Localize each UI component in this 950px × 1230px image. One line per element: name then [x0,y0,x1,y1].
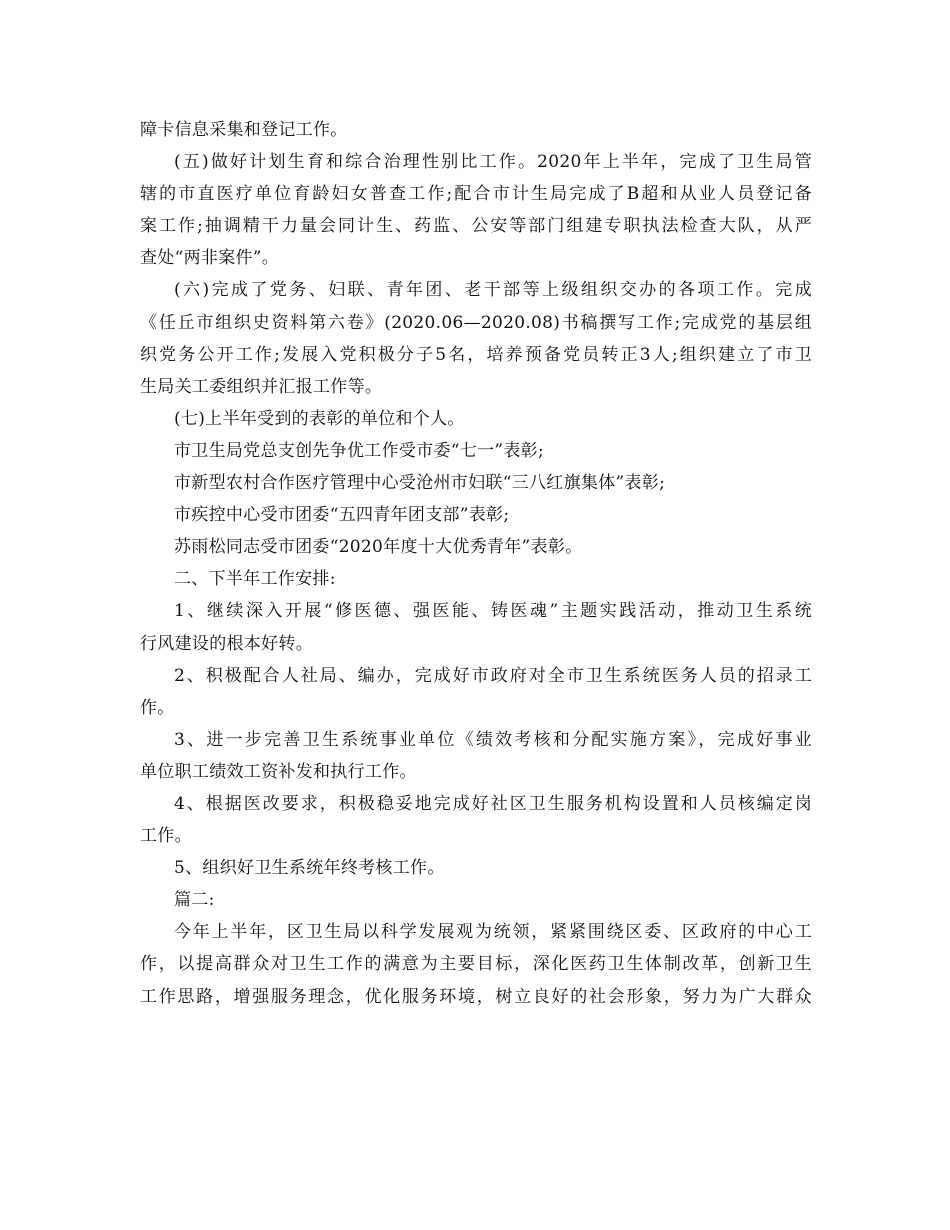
text-line: 案工作;抽调精干力量会同计生、药监、公安等部门组建专职执法检查大队，从严 [140,216,812,237]
text-line: 今年上半年，区卫生局以科学发展观为统领，紧紧围绕区委、区政府的中心工 [174,922,812,943]
text-line: 织党务公开工作;发展入党积极分子5名，培养预备党员转正3人;组织建立了市卫 [140,344,812,365]
text-line: (六)完成了党务、妇联、青年团、老干部等上级组织交办的各项工作。完成 [174,280,812,301]
text-line: 辖的市直医疗单位育龄妇女普查工作;配合市计生局完成了B超和从业人员登记备 [140,184,812,205]
text-line: 工作。 [140,826,192,847]
text-line: 5、组织好卫生系统年终考核工作。 [174,858,445,879]
text-line: 2、积极配合人社局、编办，完成好市政府对全市卫生系统医务人员的招录工 [174,665,812,686]
text-line: 4、根据医改要求，积极稳妥地完成好社区卫生服务机构设置和人员核编定岗 [174,793,812,814]
text-line: 行风建设的根本好转。 [140,633,313,654]
text-line: 生局关工委组织并汇报工作等。 [140,376,383,397]
text-line: 市疾控中心受市团委“五四青年团支部”表彰; [174,505,510,526]
text-line: 工作思路，增强服务理念，优化服务环境，树立良好的社会形象，努力为广大群众 [140,986,812,1007]
text-line: 市卫生局党总支创先争优工作受市委“七一”表彰; [174,440,545,461]
text-line: 市新型农村合作医疗管理中心受沧州市妇联“三八红旗集体”表彰; [174,473,666,494]
text-line: 单位职工绩效工资补发和执行工作。 [140,761,417,782]
text-line: (五)做好计划生育和综合治理性别比工作。2020年上半年，完成了卫生局管 [174,152,812,173]
text-line: 二、下半年工作安排: [174,569,336,590]
text-line: 3、进一步完善卫生系统事业单位《绩效考核和分配实施方案》，完成好事业 [174,729,812,750]
text-line: 作，以提高群众对卫生工作的满意为主要目标，深化医药卫生体制改革，创新卫生 [140,954,812,975]
text-line: 障卡信息采集和登记工作。 [140,120,348,140]
text-line: 苏雨松同志受市团委“2020年度十大优秀青年”表彰。 [174,537,583,558]
text-line: 1、继续深入开展“修医德、强医能、铸医魂”主题实践活动，推动卫生系统 [174,601,812,622]
text-line: 查处“两非案件”。 [140,248,280,269]
text-line: (七)上半年受到的表彰的单位和个人。 [174,408,465,429]
text-line: 《任丘市组织史资料第六卷》(2020.06—2020.08)书稿撰写工作;完成党的基层组 [140,312,812,333]
document-body [140,114,812,1013]
text-line: 篇二: [174,890,215,911]
text-line: 作。 [140,697,175,718]
